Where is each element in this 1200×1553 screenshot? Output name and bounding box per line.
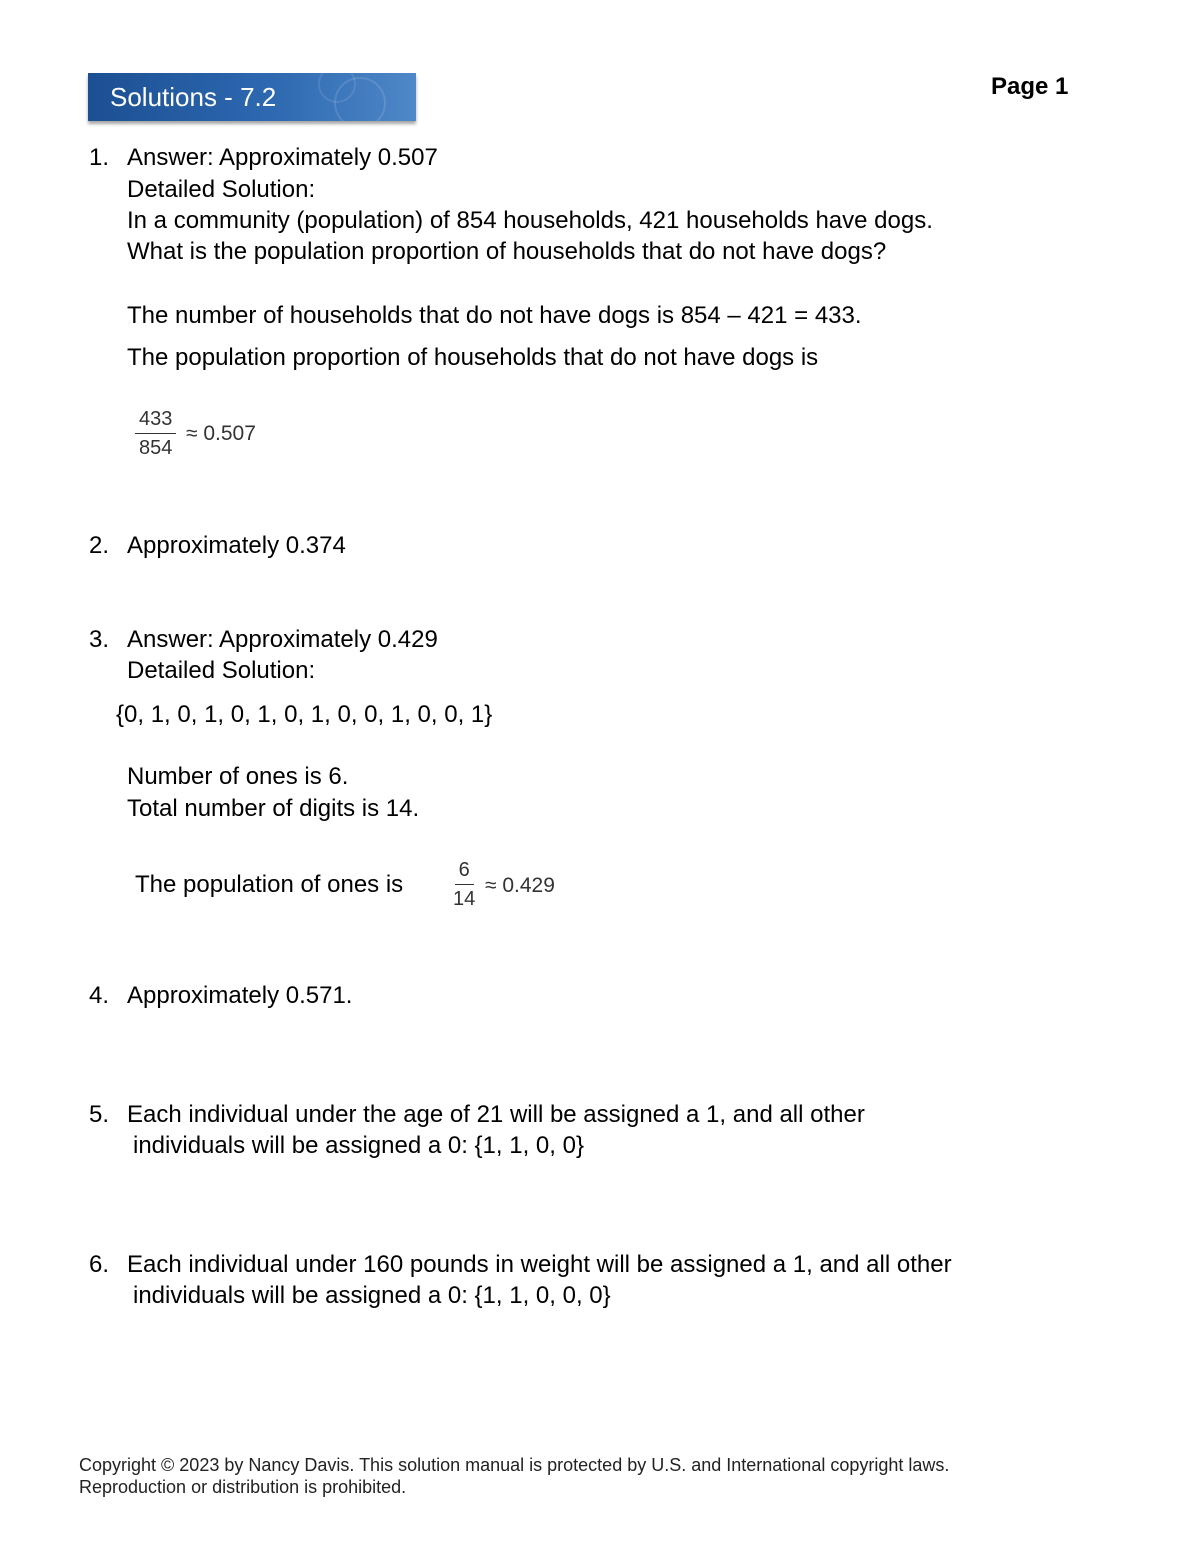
- q3-fraction-result: ≈ 0.429: [485, 874, 555, 897]
- q6-number: 6.: [89, 1251, 110, 1278]
- q5-line-1: Each individual under the age of 21 will be assigned a 1, and all other: [127, 1101, 865, 1128]
- q3-answer: Answer: Approximately 0.429: [127, 626, 438, 653]
- q1-line-2: What is the population proportion of households that do not have dogs?: [127, 238, 887, 265]
- q3-fraction-numerator: 6: [455, 859, 474, 885]
- q3-fraction: [449, 859, 479, 910]
- section-banner: [88, 73, 416, 121]
- q1-fraction-denominator: 854: [139, 437, 173, 459]
- q3-line-2: Total number of digits is 14.: [127, 795, 420, 822]
- q1-fraction-result: ≈ 0.507: [186, 422, 256, 445]
- q4-number: 4.: [89, 982, 110, 1009]
- q1-line-1: In a community (population) of 854 households, 421 households have dogs.: [127, 207, 933, 234]
- q3-digit-set: {0, 1, 0, 1, 0, 1, 0, 1, 0, 0, 1, 0, 0, 1}: [116, 701, 493, 728]
- q6-line-1: Each individual under 160 pounds in weight will be assigned a 1, and all other: [127, 1251, 952, 1278]
- q3-line-1: Number of ones is 6.: [127, 763, 349, 790]
- q4-answer: Approximately 0.571.: [127, 982, 353, 1009]
- q5-number: 5.: [89, 1101, 110, 1128]
- q1-answer: Answer: Approximately 0.507: [127, 144, 438, 171]
- q1-number: 1.: [89, 144, 110, 171]
- q5-line-2: individuals will be assigned a 0: {1, 1, 0, 0}: [133, 1132, 584, 1159]
- q3-detail-heading: Detailed Solution:: [127, 657, 316, 684]
- q3-number: 3.: [89, 626, 110, 653]
- page-number: Page 1: [991, 73, 1069, 100]
- section-title: Solutions - 7.2: [110, 82, 277, 112]
- q3-fraction-denominator: 14: [453, 888, 476, 910]
- q1-line-4: The population proportion of households that do not have dogs is: [127, 344, 819, 371]
- q3-line-3: The population of ones is: [135, 871, 404, 898]
- distribution-notice: Reproduction or distribution is prohibited.: [79, 1477, 407, 1497]
- q2-answer: Approximately 0.374: [127, 532, 346, 559]
- q2-number: 2.: [89, 532, 110, 559]
- q1-fraction-numerator: 433: [135, 408, 176, 434]
- q1-fraction: [135, 408, 176, 459]
- q1-line-3: The number of households that do not have dogs is 854 – 421 = 433.: [127, 302, 862, 329]
- q6-line-2: individuals will be assigned a 0: {1, 1, 0, 0, 0}: [133, 1282, 611, 1309]
- copyright-notice: Copyright © 2023 by Nancy Davis. This solution manual is protected by U.S. and International copyright laws.: [79, 1455, 950, 1475]
- q1-detail-heading: Detailed Solution:: [127, 176, 316, 203]
